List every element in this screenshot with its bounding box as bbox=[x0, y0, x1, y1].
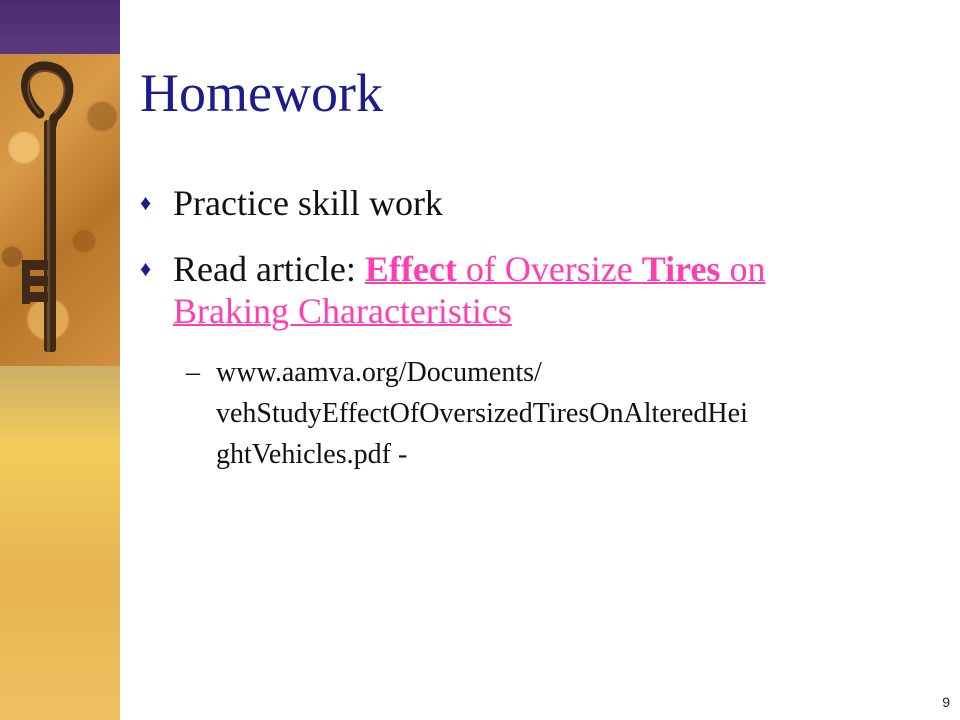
diamond-bullet-icon: ♦ bbox=[140, 190, 152, 215]
bullet-text: Practice skill work bbox=[173, 183, 443, 223]
page-number: 9 bbox=[942, 694, 950, 710]
slide-title: Homework bbox=[140, 63, 383, 123]
url-text bbox=[216, 352, 936, 475]
bullet-text bbox=[173, 248, 893, 332]
key-photo bbox=[0, 54, 120, 366]
bullet-prefix: Read article: bbox=[173, 249, 365, 289]
link-part: of Oversize bbox=[456, 249, 642, 289]
url-line: vehStudyEffectOfOversizedTiresOnAlteredHei bbox=[216, 398, 748, 429]
diamond-bullet-icon: ♦ bbox=[140, 256, 152, 281]
link-part: Effect bbox=[364, 249, 457, 289]
url-line: ghtVehicles.pdf - bbox=[216, 439, 408, 470]
sidebar-decoration bbox=[0, 0, 120, 720]
dash-marker: – bbox=[186, 357, 200, 388]
antique-key-icon bbox=[0, 54, 120, 366]
link-part: Tires bbox=[641, 249, 721, 289]
url-line: www.aamva.org/Documents/ bbox=[216, 357, 542, 388]
link-part: on bbox=[720, 249, 766, 289]
link-part: Braking Characteristics bbox=[173, 291, 512, 331]
